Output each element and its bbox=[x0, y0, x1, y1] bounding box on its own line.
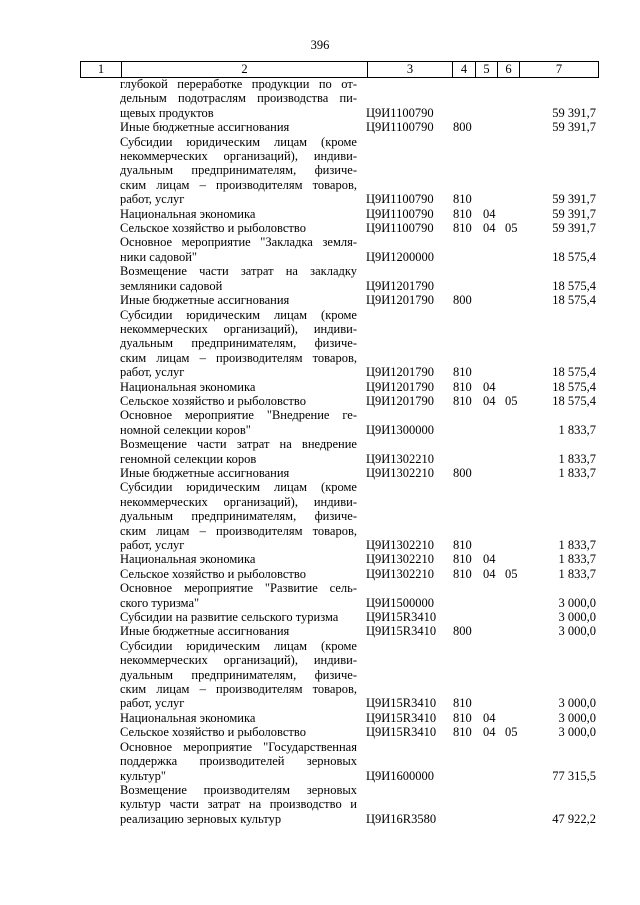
row-description bbox=[120, 740, 357, 783]
description-line: Сельское хозяйство и рыболовство bbox=[120, 725, 306, 740]
description-line: глубокой переработке продукции по от- bbox=[120, 77, 357, 91]
column-header-3: 3 bbox=[368, 62, 453, 77]
description-line: культур части затрат на производство и bbox=[120, 797, 357, 812]
row-description bbox=[120, 466, 357, 480]
amount: 18 575,4 bbox=[552, 365, 596, 380]
column-header-1: 1 bbox=[81, 62, 122, 77]
description-line: некоммерческих организаций), индиви- bbox=[120, 149, 357, 164]
row-description bbox=[120, 711, 357, 725]
description-line: Национальная экономика bbox=[120, 379, 256, 394]
description-line: ники садовой" bbox=[120, 249, 197, 264]
table-row bbox=[0, 264, 640, 293]
target-code: Ц9И1100790 bbox=[366, 105, 434, 120]
section: 04 bbox=[483, 379, 496, 394]
description-line: дельным подотраслям производства пи- bbox=[120, 91, 357, 106]
target-code: Ц9И15R3410 bbox=[366, 624, 437, 639]
expense-type: 810 bbox=[453, 221, 472, 236]
description-line: ским лицам – производителям товаров, bbox=[120, 682, 357, 697]
expense-type: 810 bbox=[453, 566, 472, 581]
column-header-7: 7 bbox=[520, 62, 599, 77]
expense-type: 810 bbox=[453, 206, 472, 221]
row-description bbox=[120, 480, 357, 552]
column-header-5: 5 bbox=[476, 62, 498, 77]
column-header-6: 6 bbox=[498, 62, 520, 77]
row-description bbox=[120, 437, 357, 466]
amount: 18 575,4 bbox=[552, 293, 596, 308]
section: 04 bbox=[483, 221, 496, 236]
description-line: Субсидии юридическим лицам (кроме bbox=[120, 480, 357, 495]
target-code: Ц9И1201790 bbox=[366, 379, 435, 394]
table-row bbox=[0, 624, 640, 638]
row-description bbox=[120, 135, 357, 207]
description-line: некоммерческих организаций), индиви- bbox=[120, 653, 357, 668]
target-code: Ц9И16R3580 bbox=[366, 811, 437, 826]
page-number: 396 bbox=[310, 38, 330, 52]
description-line: Иные бюджетные ассигнования bbox=[120, 465, 290, 480]
description-line: Национальная экономика bbox=[120, 710, 256, 725]
expense-type: 810 bbox=[453, 725, 472, 740]
amount: 1 833,7 bbox=[558, 451, 596, 466]
table-row bbox=[0, 711, 640, 725]
amount: 3 000,0 bbox=[558, 710, 596, 725]
amount: 1 833,7 bbox=[558, 465, 596, 480]
description-line: номной селекции коров" bbox=[120, 422, 251, 437]
description-line: ским лицам – производителям товаров, bbox=[120, 350, 357, 365]
description-line: ским лицам – производителям товаров, bbox=[120, 177, 357, 192]
description-line: дуальным предпринимателям, физиче- bbox=[120, 336, 357, 351]
amount: 77 315,5 bbox=[552, 768, 596, 783]
table-row bbox=[0, 437, 640, 466]
description-line: дуальным предпринимателям, физиче- bbox=[120, 509, 357, 524]
target-code: Ц9И15R3410 bbox=[366, 696, 437, 711]
description-line: поддержка производителей зерновых bbox=[120, 754, 357, 769]
expense-type: 810 bbox=[453, 710, 472, 725]
description-line: культур" bbox=[120, 768, 166, 783]
row-description bbox=[120, 264, 357, 293]
description-line: Иные бюджетные ассигнования bbox=[120, 120, 290, 135]
table-row bbox=[0, 480, 640, 552]
target-code: Ц9И1500000 bbox=[366, 595, 435, 610]
row-description bbox=[120, 725, 357, 739]
description-line: Возмещение производителям зерновых bbox=[120, 782, 357, 797]
amount: 3 000,0 bbox=[558, 696, 596, 711]
description-line: Субсидии юридическим лицам (кроме bbox=[120, 307, 357, 322]
section: 04 bbox=[483, 393, 496, 408]
amount: 59 391,7 bbox=[552, 221, 596, 236]
row-description bbox=[120, 552, 357, 566]
table-row bbox=[0, 235, 640, 264]
table-row bbox=[0, 394, 640, 408]
target-code: Ц9И1201790 bbox=[366, 278, 435, 293]
row-description bbox=[120, 221, 357, 235]
amount: 59 391,7 bbox=[552, 105, 596, 120]
description-line: дуальным предпринимателям, физиче- bbox=[120, 667, 357, 682]
description-line: Национальная экономика bbox=[120, 206, 256, 221]
target-code: Ц9И1302210 bbox=[366, 552, 435, 567]
table-row bbox=[0, 293, 640, 307]
description-line: Основное мероприятие "Внедрение ге- bbox=[120, 408, 357, 423]
row-description bbox=[120, 581, 357, 610]
description-line: Основное мероприятие "Развитие сель- bbox=[120, 581, 357, 596]
table-body bbox=[0, 77, 640, 826]
target-code: Ц9И1100790 bbox=[366, 206, 434, 221]
section: 04 bbox=[483, 725, 496, 740]
target-code: Ц9И1300000 bbox=[366, 422, 435, 437]
row-description bbox=[120, 308, 357, 380]
row-description bbox=[120, 567, 357, 581]
table-row bbox=[0, 221, 640, 235]
description-line: земляники садовой bbox=[120, 278, 223, 293]
target-code: Ц9И1201790 bbox=[366, 393, 435, 408]
section: 04 bbox=[483, 710, 496, 725]
row-description bbox=[120, 120, 357, 134]
description-line: щевых продуктов bbox=[120, 105, 214, 120]
subsection: 05 bbox=[505, 566, 518, 581]
target-code: Ц9И1100790 bbox=[366, 120, 434, 135]
description-line: дуальным предпринимателям, физиче- bbox=[120, 163, 357, 178]
expense-type: 800 bbox=[453, 465, 472, 480]
amount: 59 391,7 bbox=[552, 120, 596, 135]
amount: 1 833,7 bbox=[558, 566, 596, 581]
table-row bbox=[0, 783, 640, 826]
expense-type: 810 bbox=[453, 192, 472, 207]
expense-type: 810 bbox=[453, 538, 472, 552]
description-line: работ, услуг bbox=[120, 192, 185, 207]
column-header-2: 2 bbox=[122, 62, 368, 77]
target-code: Ц9И15R3410 bbox=[366, 710, 437, 725]
row-description bbox=[120, 639, 357, 711]
table-row bbox=[0, 466, 640, 480]
row-description bbox=[120, 624, 357, 638]
amount: 1 833,7 bbox=[558, 552, 596, 567]
expense-type: 810 bbox=[453, 552, 472, 567]
section: 04 bbox=[483, 566, 496, 581]
description-line: Сельское хозяйство и рыболовство bbox=[120, 393, 306, 408]
table-row bbox=[0, 581, 640, 610]
description-line: ского туризма" bbox=[120, 595, 200, 610]
row-description bbox=[120, 408, 357, 437]
amount: 18 575,4 bbox=[552, 249, 596, 264]
table-row bbox=[0, 207, 640, 221]
expense-type: 800 bbox=[453, 120, 472, 135]
expense-type: 810 bbox=[453, 393, 472, 408]
description-line: геномной селекции коров bbox=[120, 451, 257, 466]
target-code: Ц9И1100790 bbox=[366, 192, 434, 207]
table-row bbox=[0, 610, 640, 624]
description-line: некоммерческих организаций), индиви- bbox=[120, 321, 357, 336]
target-code: Ц9И1302210 bbox=[366, 566, 435, 581]
target-code: Ц9И1302210 bbox=[366, 451, 435, 466]
amount: 3 000,0 bbox=[558, 610, 596, 625]
expense-type: 810 bbox=[453, 365, 472, 380]
table-row bbox=[0, 552, 640, 566]
amount: 59 391,7 bbox=[552, 206, 596, 221]
table-row bbox=[0, 740, 640, 783]
amount: 18 575,4 bbox=[552, 393, 596, 408]
expense-type: 810 bbox=[453, 696, 472, 711]
target-code: Ц9И1201790 bbox=[366, 293, 435, 308]
description-line: Возмещение части затрат на закладку bbox=[120, 264, 357, 279]
description-line: Иные бюджетные ассигнования bbox=[120, 293, 290, 308]
table-header bbox=[80, 61, 599, 78]
table-row bbox=[0, 567, 640, 581]
subsection: 05 bbox=[505, 221, 518, 236]
description-line: Иные бюджетные ассигнования bbox=[120, 624, 290, 639]
amount: 3 000,0 bbox=[558, 595, 596, 610]
row-description bbox=[120, 235, 357, 264]
description-line: работ, услуг bbox=[120, 365, 185, 380]
row-description bbox=[120, 77, 357, 120]
amount: 47 922,2 bbox=[552, 811, 596, 826]
row-description bbox=[120, 783, 357, 826]
expense-type: 800 bbox=[453, 624, 472, 639]
subsection: 05 bbox=[505, 393, 518, 408]
description-line: Возмещение части затрат на внедрение bbox=[120, 437, 357, 452]
amount: 18 575,4 bbox=[552, 278, 596, 293]
amount: 3 000,0 bbox=[558, 624, 596, 639]
table-row bbox=[0, 639, 640, 711]
table-row bbox=[0, 408, 640, 437]
description-line: некоммерческих организаций), индиви- bbox=[120, 494, 357, 509]
amount: 1 833,7 bbox=[558, 422, 596, 437]
section: 04 bbox=[483, 206, 496, 221]
table-row bbox=[0, 135, 640, 207]
target-code: Ц9И1201790 bbox=[366, 365, 435, 380]
table-row bbox=[0, 380, 640, 394]
row-description bbox=[120, 394, 357, 408]
target-code: Ц9И15R3410 bbox=[366, 610, 437, 625]
description-line: Сельское хозяйство и рыболовство bbox=[120, 221, 306, 236]
row-description bbox=[120, 380, 357, 394]
amount: 59 391,7 bbox=[552, 192, 596, 207]
table-row bbox=[0, 308, 640, 380]
description-line: Основное мероприятие "Закладка земля- bbox=[120, 235, 357, 250]
expense-type: 810 bbox=[453, 379, 472, 394]
row-description bbox=[120, 610, 357, 624]
description-line: ским лицам – производителям товаров, bbox=[120, 523, 357, 538]
description-line: Основное мероприятие "Государственная bbox=[120, 739, 357, 754]
table-row bbox=[0, 120, 640, 134]
target-code: Ц9И1200000 bbox=[366, 249, 435, 264]
description-line: реализацию зерновых культур bbox=[120, 811, 282, 826]
description-line: Национальная экономика bbox=[120, 552, 256, 567]
section: 04 bbox=[483, 552, 496, 567]
target-code: Ц9И1302210 bbox=[366, 538, 435, 552]
row-description bbox=[120, 293, 357, 307]
description-line: работ, услуг bbox=[120, 696, 185, 711]
row-description bbox=[120, 207, 357, 221]
expense-type: 800 bbox=[453, 293, 472, 308]
target-code: Ц9И15R3410 bbox=[366, 725, 437, 740]
table-row bbox=[0, 725, 640, 739]
table-row bbox=[0, 77, 640, 120]
description-line: Субсидии юридическим лицам (кроме bbox=[120, 638, 357, 653]
target-code: Ц9И1100790 bbox=[366, 221, 434, 236]
description-line: работ, услуг bbox=[120, 538, 185, 552]
amount: 3 000,0 bbox=[558, 725, 596, 740]
column-header-4: 4 bbox=[453, 62, 476, 77]
description-line: Субсидии на развитие сельского туризма bbox=[120, 610, 339, 625]
amount: 1 833,7 bbox=[558, 538, 596, 552]
description-line: Сельское хозяйство и рыболовство bbox=[120, 566, 306, 581]
subsection: 05 bbox=[505, 725, 518, 740]
target-code: Ц9И1302210 bbox=[366, 465, 435, 480]
amount: 18 575,4 bbox=[552, 379, 596, 394]
target-code: Ц9И1600000 bbox=[366, 768, 435, 783]
description-line: Субсидии юридическим лицам (кроме bbox=[120, 134, 357, 149]
